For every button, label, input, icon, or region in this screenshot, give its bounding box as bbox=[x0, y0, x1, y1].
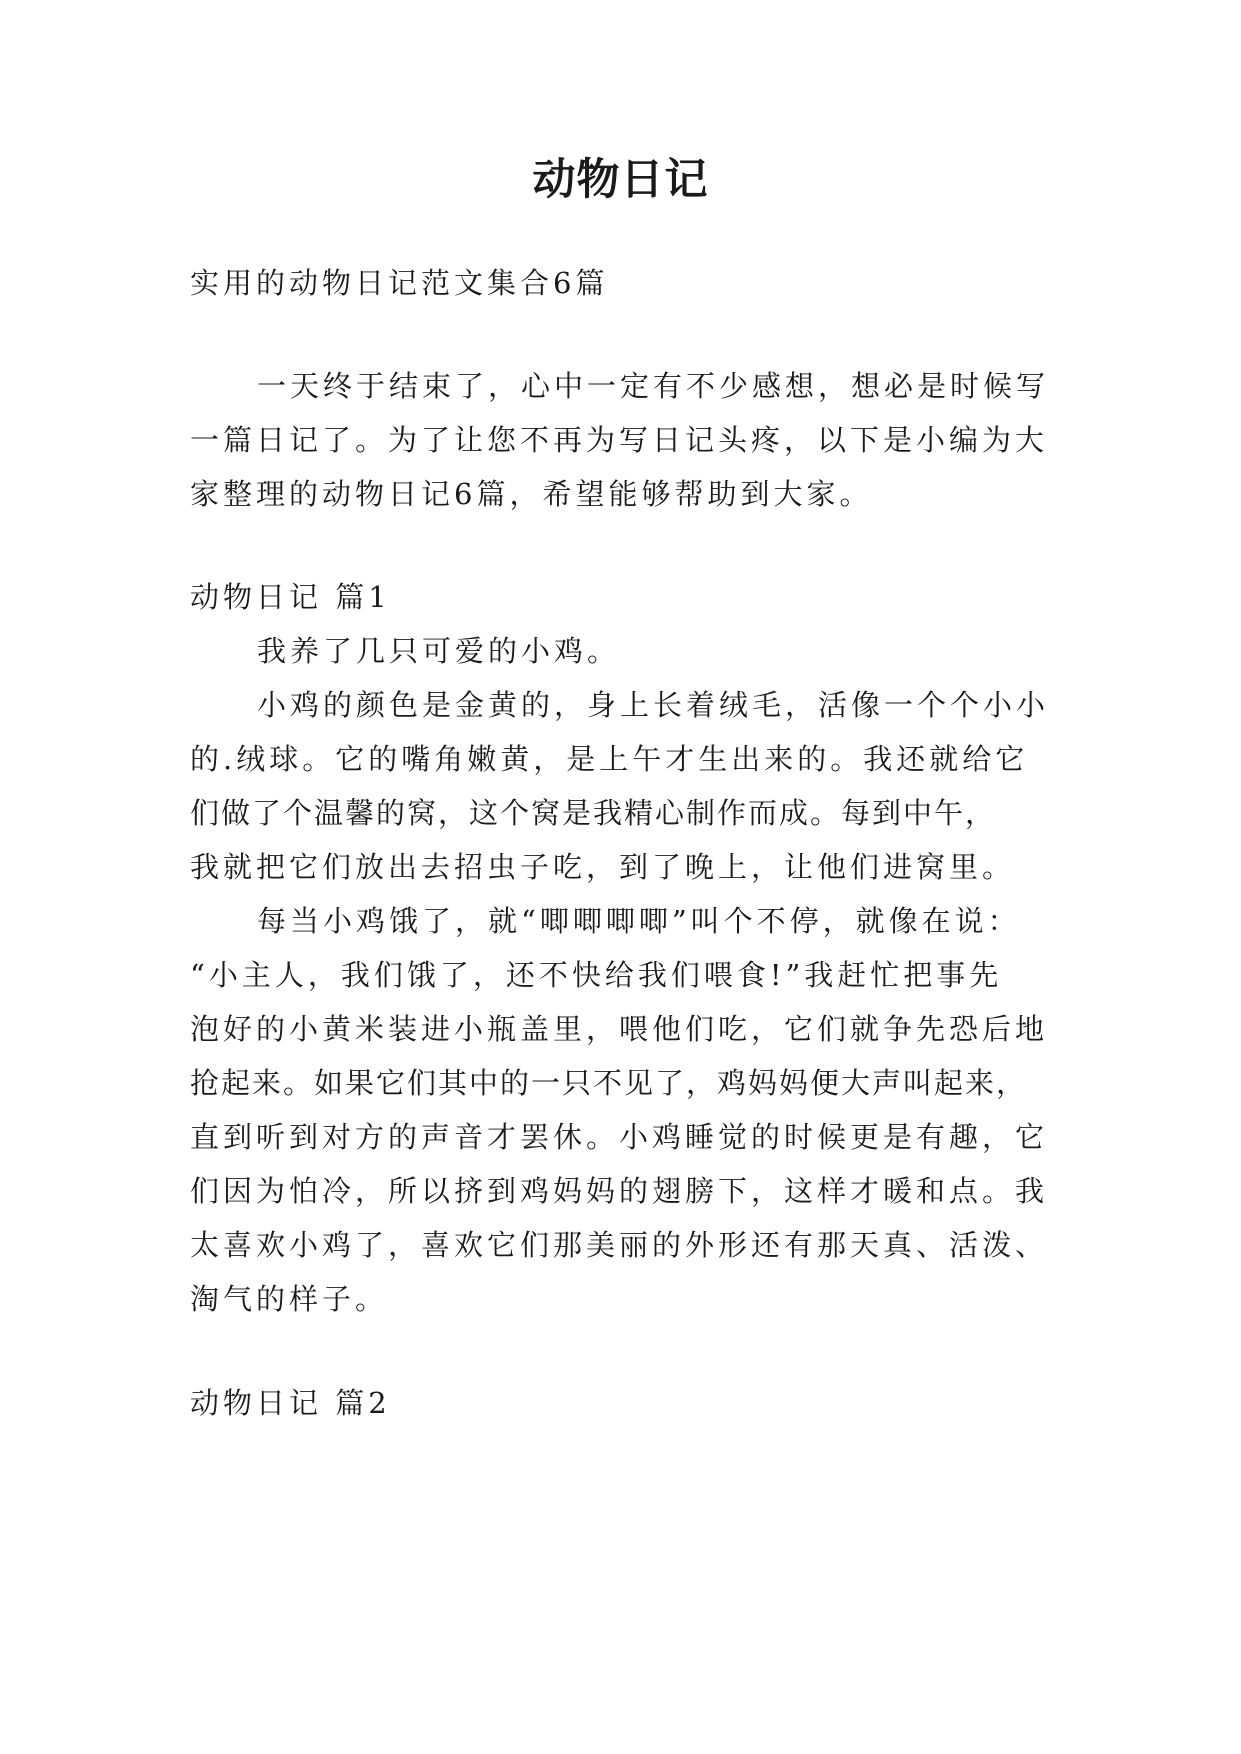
paragraph-line: 们因为怕冷，所以挤到鸡妈妈的翅膀下，这样才暖和点。我 bbox=[190, 1174, 1049, 1208]
paragraph-line: 淘气的样子。 bbox=[190, 1282, 389, 1316]
paragraph-line: 泡好的小黄米装进小瓶盖里，喂他们吃，它们就争先恐后地 bbox=[190, 1012, 1049, 1046]
paragraph-line: 的.绒球。它的嘴角嫩黄，是上午才生出来的。我还就给它 bbox=[190, 742, 1029, 776]
paragraph-line: 们做了个温馨的窝，这个窝是我精心制作而成。每到中午， bbox=[190, 796, 997, 830]
document-subtitle: 实用的动物日记范文集合6篇 bbox=[190, 266, 609, 300]
paragraph-line: 我就把它们放出去招虫子吃，到了晚上，让他们进窝里。 bbox=[190, 850, 1016, 884]
paragraph-line: 太喜欢小鸡了，喜欢它们那美丽的外形还有那天真、活泼、 bbox=[190, 1228, 1049, 1262]
intro-line: 一天终于结束了，心中一定有不少感想，想必是时候写 bbox=[257, 369, 1050, 403]
paragraph-line: 每当小鸡饿了，就“唧唧唧唧”叫个不停，就像在说： bbox=[257, 904, 1021, 938]
paragraph-line: 抢起来。如果它们其中的一只不见了，鸡妈妈便大声叫起来， bbox=[190, 1066, 1028, 1100]
intro-line: 一篇日记了。为了让您不再为写日记头疼，以下是小编为大 bbox=[190, 423, 1049, 457]
paragraph-line: 小鸡的颜色是金黄的，身上长着绒毛，活像一个个小小 bbox=[257, 688, 1050, 722]
intro-line: 家整理的动物日记6篇，希望能够帮助到大家。 bbox=[190, 477, 873, 511]
paragraph-line: 直到听到对方的声音才罢休。小鸡睡觉的时候更是有趣，它 bbox=[190, 1120, 1049, 1154]
paragraph-line: “小主人，我们饿了，还不快给我们喂食!”我赶忙把事先 bbox=[190, 958, 1003, 992]
paragraph-line: 我养了几只可爱的小鸡。 bbox=[257, 634, 621, 668]
section-heading: 动物日记 篇1 bbox=[190, 580, 391, 614]
section-heading: 动物日记 篇2 bbox=[190, 1386, 391, 1420]
document-title: 动物日记 bbox=[532, 155, 709, 205]
